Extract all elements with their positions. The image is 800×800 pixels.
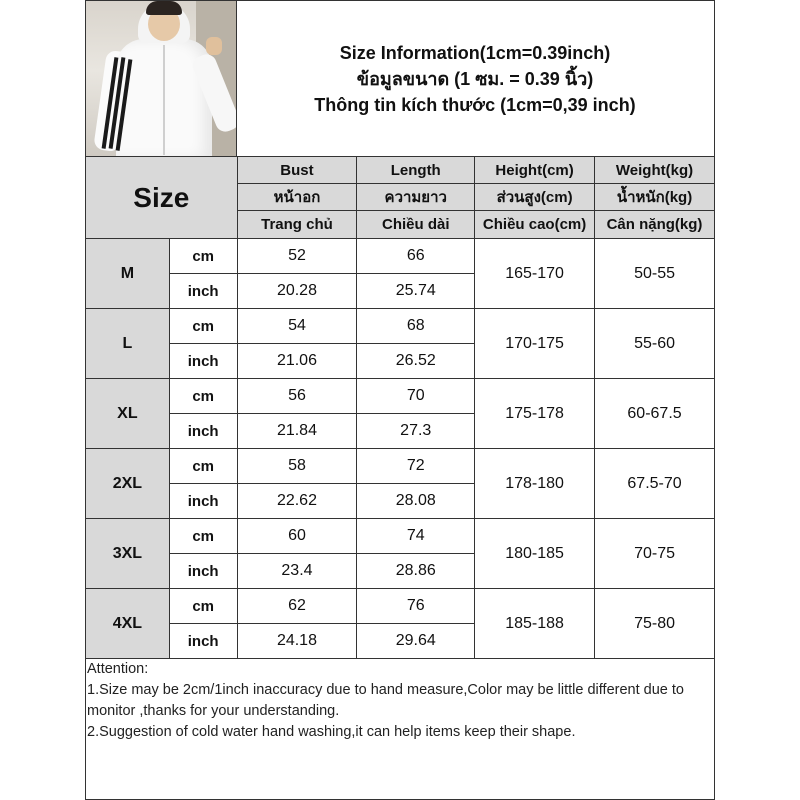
unit-cm: cm xyxy=(169,239,237,274)
length-cm: 68 xyxy=(357,309,475,344)
bust-cm: 58 xyxy=(237,449,357,484)
height-range: 175-178 xyxy=(475,379,595,449)
title-vietnamese: Thông tin kích thước (1cm=0,39 inch) xyxy=(314,94,636,115)
column-header-bust: Bust xyxy=(237,157,357,184)
attention-notes xyxy=(87,659,711,743)
unit-inch: inch xyxy=(169,344,237,379)
size-information-header xyxy=(237,1,713,156)
column-header-bust-th: หน้าอก xyxy=(237,184,357,211)
size-label: M xyxy=(86,239,170,309)
unit-inch: inch xyxy=(169,274,237,309)
title-thai: ข้อมูลขนาด (1 ซม. = 0.39 นิ้ว) xyxy=(356,68,594,89)
size-column-header: Size xyxy=(86,157,238,239)
table-row xyxy=(86,309,715,344)
unit-cm: cm xyxy=(169,449,237,484)
column-header-height-th: ส่วนสูง(cm) xyxy=(475,184,595,211)
length-inch: 27.3 xyxy=(357,414,475,449)
column-header-length-vi: Chiều dài xyxy=(357,211,475,239)
size-table xyxy=(85,156,715,659)
length-cm: 70 xyxy=(357,379,475,414)
bust-inch: 21.06 xyxy=(237,344,357,379)
weight-range: 75-80 xyxy=(595,589,715,659)
height-range: 178-180 xyxy=(475,449,595,519)
bust-cm: 52 xyxy=(237,239,357,274)
product-photo xyxy=(86,1,237,156)
weight-range: 50-55 xyxy=(595,239,715,309)
length-cm: 72 xyxy=(357,449,475,484)
bust-inch: 21.84 xyxy=(237,414,357,449)
unit-inch: inch xyxy=(169,484,237,519)
bust-cm: 56 xyxy=(237,379,357,414)
length-inch: 26.52 xyxy=(357,344,475,379)
column-header-weight-th: น้ำหนัก(kg) xyxy=(595,184,715,211)
size-label: XL xyxy=(86,379,170,449)
size-chart-sheet xyxy=(85,0,715,800)
length-cm: 66 xyxy=(357,239,475,274)
unit-cm: cm xyxy=(169,309,237,344)
height-range: 170-175 xyxy=(475,309,595,379)
height-range: 165-170 xyxy=(475,239,595,309)
length-inch: 29.64 xyxy=(357,624,475,659)
table-row xyxy=(86,589,715,624)
column-header-length: Length xyxy=(357,157,475,184)
unit-inch: inch xyxy=(169,554,237,589)
height-range: 180-185 xyxy=(475,519,595,589)
unit-inch: inch xyxy=(169,414,237,449)
unit-cm: cm xyxy=(169,519,237,554)
table-row xyxy=(86,239,715,274)
bust-inch: 24.18 xyxy=(237,624,357,659)
weight-range: 67.5-70 xyxy=(595,449,715,519)
notes-line-1: 1.Size may be 2cm/1inch inaccuracy due to hand measure,Color may be little different due to monitor ,thanks for your understanding. xyxy=(87,682,684,719)
notes-heading: Attention: xyxy=(87,661,149,677)
bust-cm: 60 xyxy=(237,519,357,554)
size-label: 4XL xyxy=(86,589,170,659)
length-cm: 74 xyxy=(357,519,475,554)
notes-line-2: 2.Suggestion of cold water hand washing,it can help items keep their shape. xyxy=(87,724,576,740)
height-range: 185-188 xyxy=(475,589,595,659)
column-header-weight: Weight(kg) xyxy=(595,157,715,184)
weight-range: 60-67.5 xyxy=(595,379,715,449)
bust-cm: 54 xyxy=(237,309,357,344)
bust-inch: 22.62 xyxy=(237,484,357,519)
length-cm: 76 xyxy=(357,589,475,624)
unit-cm: cm xyxy=(169,379,237,414)
bust-inch: 23.4 xyxy=(237,554,357,589)
bust-inch: 20.28 xyxy=(237,274,357,309)
column-header-weight-vi: Cân nặng(kg) xyxy=(595,211,715,239)
unit-inch: inch xyxy=(169,624,237,659)
column-header-length-th: ความยาว xyxy=(357,184,475,211)
length-inch: 28.86 xyxy=(357,554,475,589)
size-label: 2XL xyxy=(86,449,170,519)
bust-cm: 62 xyxy=(237,589,357,624)
size-label: 3XL xyxy=(86,519,170,589)
unit-cm: cm xyxy=(169,589,237,624)
table-row xyxy=(86,519,715,554)
table-row xyxy=(86,449,715,484)
size-label: L xyxy=(86,309,170,379)
title-english: Size Information(1cm=0.39inch) xyxy=(339,42,611,63)
column-header-height-vi: Chiều cao(cm) xyxy=(475,211,595,239)
weight-range: 70-75 xyxy=(595,519,715,589)
table-row xyxy=(86,379,715,414)
column-header-height: Height(cm) xyxy=(475,157,595,184)
column-header-bust-vi: Trang chủ xyxy=(237,211,357,239)
length-inch: 28.08 xyxy=(357,484,475,519)
weight-range: 55-60 xyxy=(595,309,715,379)
length-inch: 25.74 xyxy=(357,274,475,309)
